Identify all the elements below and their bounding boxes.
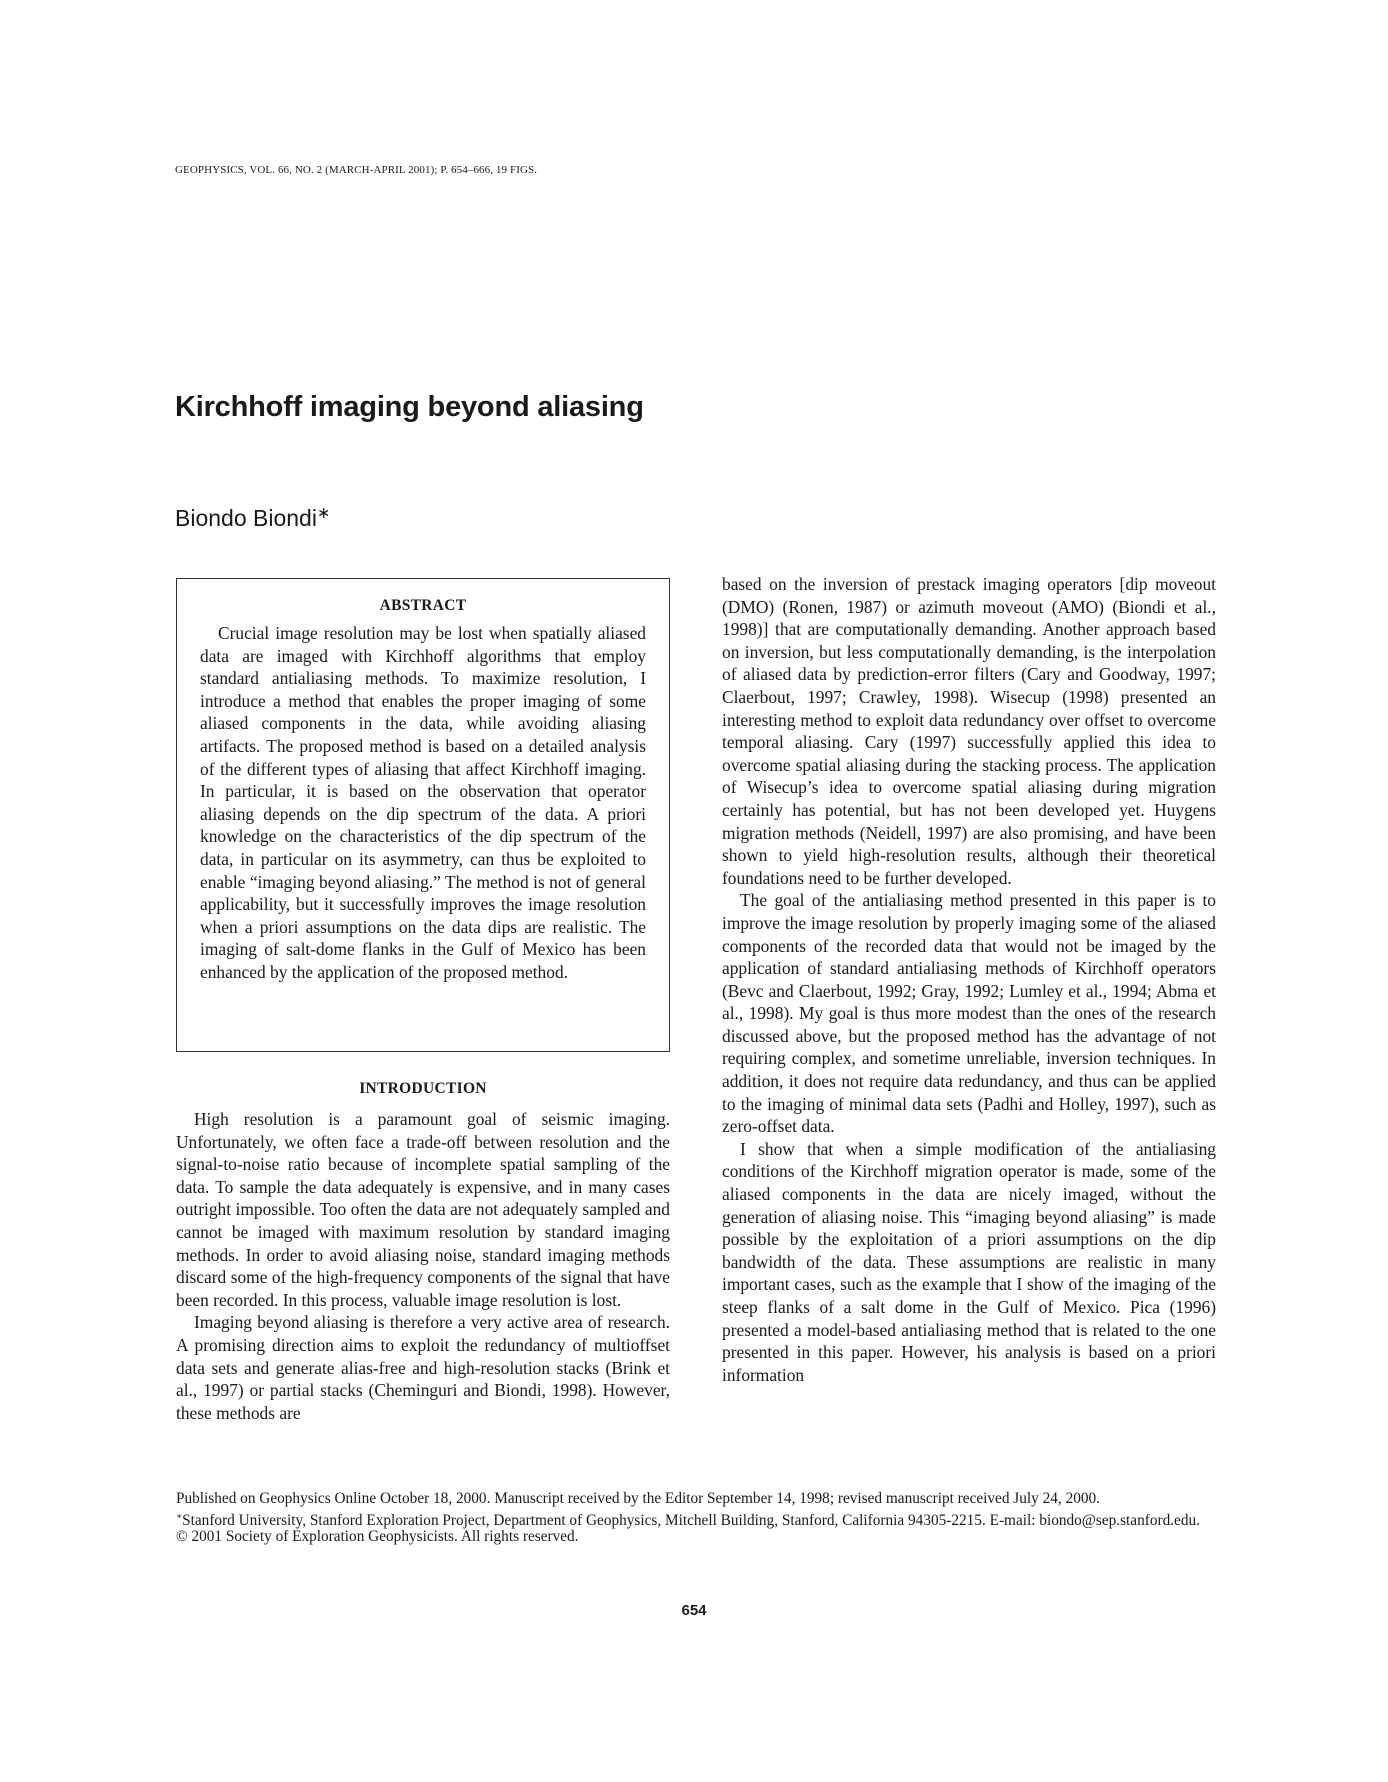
author-line: [175, 505, 330, 532]
footnotes: [176, 1491, 1216, 1546]
page-number: 654: [681, 1602, 707, 1619]
affiliation-text: Stanford University, Stanford Exploration Project, Department of Geophysics, Mitchell Building, Stanford, California 94305-2215. E-mail: biondo@sep.stanford.edu.: [182, 1511, 1200, 1529]
body-paragraph: based on the inversion of prestack imaging operators [dip moveout (DMO) (Ronen, 1987) or azimuth moveout (AMO) (Biondi et al., 1998)] that are computationally demanding. Another approach based on inversion, but less computationally demanding, is the interpolation of aliased data by prediction-error filters (Cary and Goodway, 1997; Claerbout, 1997; Crawley, 1998). Wisecup (1998) presented an interesting method to exploit data redundancy over offset to overcome temporal aliasing. Cary (1997) successfully applied this idea to overcome spatial aliasing during the stacking process. The application of Wisecup’s idea to overcome spatial aliasing during migration certainly has potential, but has not been developed yet. Huygens migration methods (Neidell, 1997) are also promising, and have been shown to yield high-resolution results, although their theoretical foundations need to be further developed.: [722, 574, 1216, 888]
abstract-box: [176, 578, 670, 1052]
abstract-heading: ABSTRACT: [379, 597, 467, 614]
introduction-heading: INTRODUCTION: [359, 1080, 487, 1097]
author-footnote-mark: ∗: [316, 505, 331, 522]
paper-title: Kirchhoff imaging beyond aliasing: [175, 391, 644, 423]
footnote-received: Published on Geophysics Online October 18, 2000. Manuscript received by the Editor September 14, 1998; revised manuscript received July 24, 2000.: [176, 1490, 1100, 1507]
body-paragraph: The goal of the antialiasing method presented in this paper is to improve the image resolution by properly imaging some of the aliased components of the recorded data that would not be imaged by the application of standard antialiasing methods of Kirchhoff operators (Bevc and Claerbout, 1992; Gray, 1992; Lumley et al., 1994; Abma et al., 1998). My goal is thus more modest than the ones of the research discussed above, but the proposed method has the advantage of not requiring complex, and sometime unreliable, inversion techniques. In addition, it does not require data redundancy, and thus can be applied to the imaging of minimal data sets (Padhi and Holley, 1997), such as zero-offset data.: [722, 890, 1216, 1137]
body-paragraph: I show that when a simple modification of the antialiasing conditions of the Kirchhoff migration operator is made, some of the aliased components in the data are nicely imaged, without the generation of aliasing noise. This “imaging beyond aliasing” is made possible by the exploitation of a priori assumptions on the dip bandwidth of the data. These assumptions are realistic in many important cases, such as the example that I show of the imaging of the steep flanks of a salt dome in the Gulf of Mexico. Pica (1996) presented a model-based antialiasing method that is related to the one presented in this paper. However, his analysis is based on a priori information: [722, 1138, 1216, 1385]
right-column: [722, 573, 1216, 1386]
affiliation-mark: ∗: [176, 1510, 183, 1521]
introduction-paragraph: Imaging beyond aliasing is therefore a very active area of research. A promising direction aims to exploit the redundancy of multioffset data sets and generate alias-free and high-resolution stacks (Brink et al., 1997) or partial stacks (Cheminguri and Biondi, 1998). However, these methods are: [176, 1312, 670, 1423]
footnote-affiliation: [176, 1508, 1216, 1530]
footnote-copyright: © 2001 Society of Exploration Geophysicists. All rights reserved.: [176, 1528, 579, 1546]
abstract-text: Crucial image resolution may be lost when spatially aliased data are imaged with Kirchhoff algorithms that employ standard antialiasing methods. To maximize resolution, I introduce a method that enables the proper imaging of some aliased components in the data, while avoiding aliasing artifacts. The proposed method is based on a detailed analysis of the different types of aliasing that affect Kirchhoff imaging. In particular, it is based on the observation that operator aliasing depends on the dip spectrum of the data. A priori knowledge on the characteristics of the dip spectrum of the data, in particular on its asymmetry, can thus be exploited to enable “imaging beyond aliasing.” The method is not of general applicability, but it successfully improves the image resolution when a priori assumptions on the data dips are realistic. The imaging of salt-dome flanks in the Gulf of Mexico has been enhanced by the application of the proposed method.: [200, 623, 646, 982]
author-name: Biondo Biondi: [175, 505, 317, 531]
introduction-paragraph: High resolution is a paramount goal of seismic imaging. Unfortunately, we often face a trade-off between resolution and the signal-to-noise ratio because of incomplete spatial sampling of the data. To sample the data adequately is expensive, and in many cases outright impossible. Too often the data are not adequately sampled and cannot be imaged with maximum resolution by standard imaging methods. In order to avoid aliasing noise, standard imaging methods discard some of the high-frequency components of the signal that have been recorded. In this process, valuable image resolution is lost.: [176, 1109, 670, 1310]
running-head: GEOPHYSICS, VOL. 66, NO. 2 (MARCH-APRIL 2001); P. 654–666, 19 FIGS.: [175, 164, 538, 176]
left-column: [176, 1080, 670, 1424]
